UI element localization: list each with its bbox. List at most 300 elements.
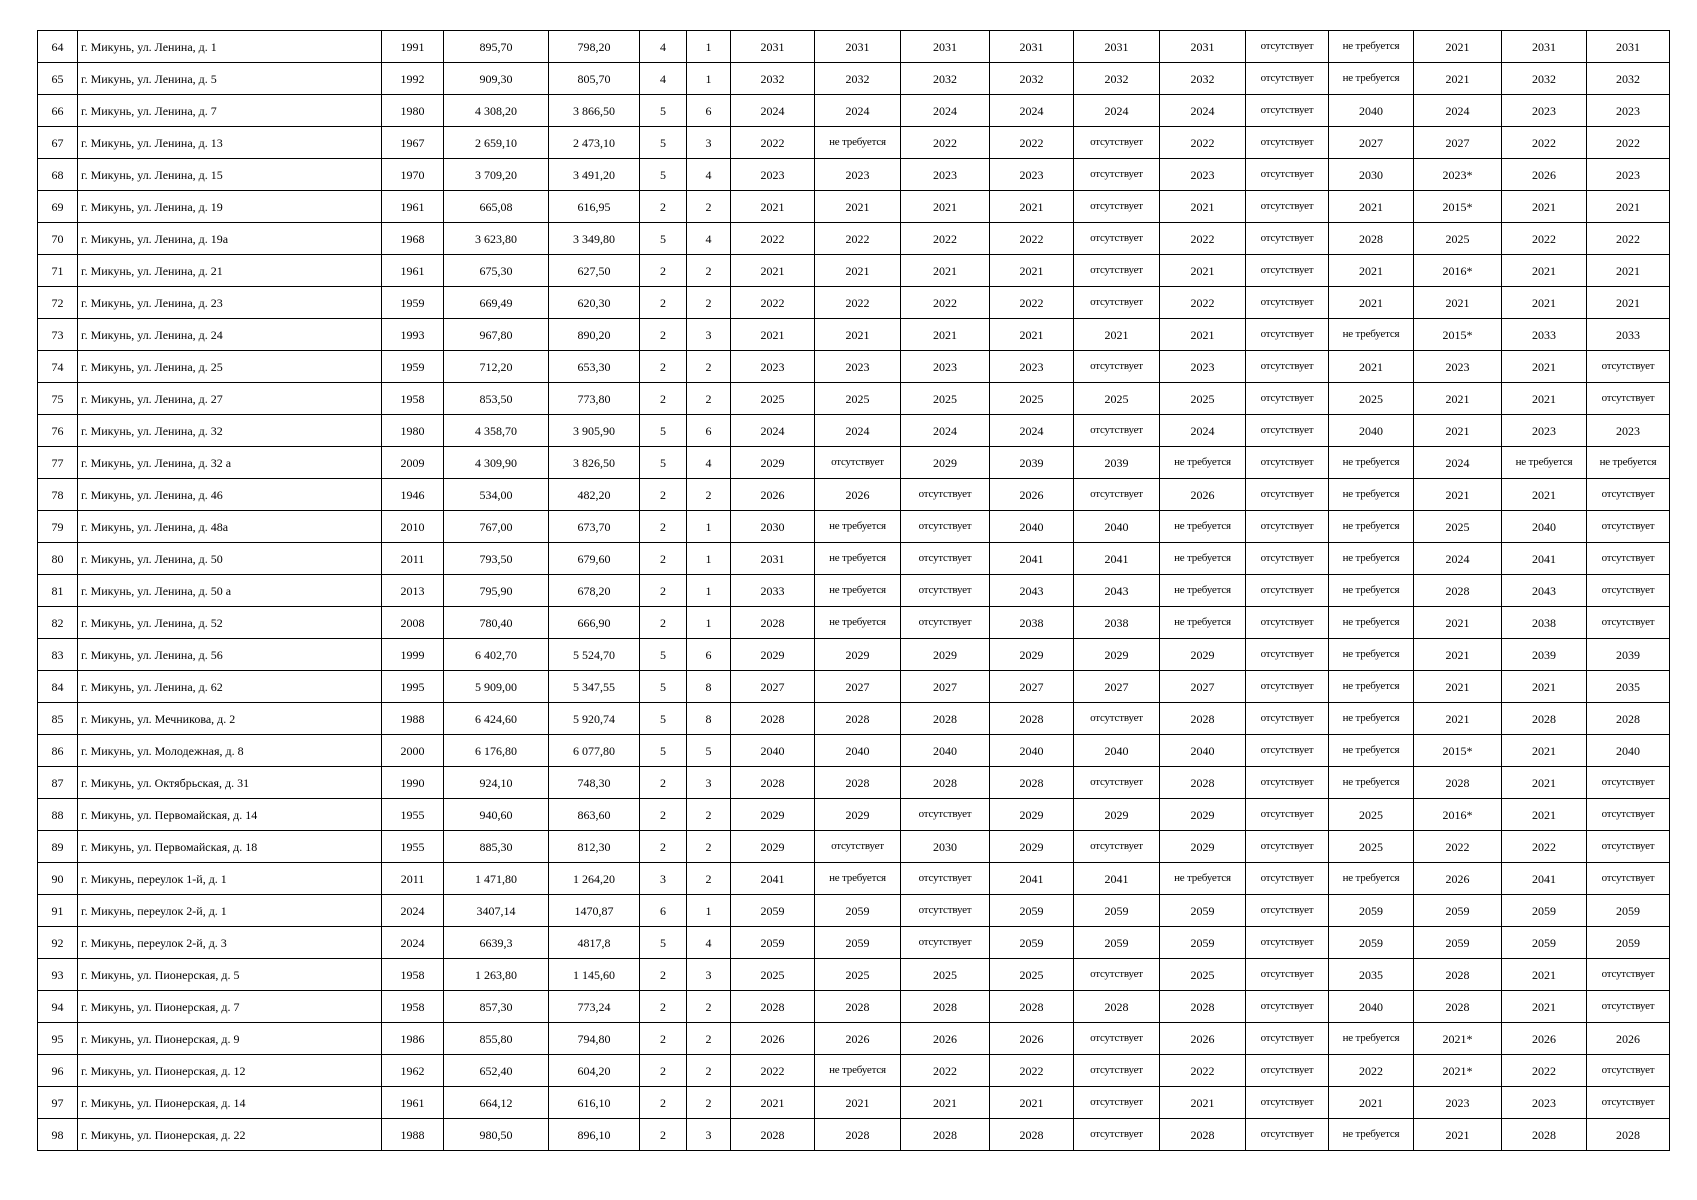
cell-row-number: 95	[38, 1023, 78, 1055]
cell-term-col-17: 2022	[1502, 127, 1587, 159]
cell-term-col-8: 2021	[731, 319, 815, 351]
cell-term-col-18: отсутствует	[1587, 479, 1670, 511]
cell-address: г. Микунь, ул. Ленина, д. 62	[78, 671, 382, 703]
cell-term-col-10: 2022	[901, 287, 990, 319]
cell-row-number: 76	[38, 415, 78, 447]
cell-address: г. Микунь, ул. Ленина, д. 1	[78, 31, 382, 63]
cell-term-col-12: отсутствует	[1074, 191, 1160, 223]
cell-entrances: 1	[687, 543, 731, 575]
cell-term-col-17: 2043	[1502, 575, 1587, 607]
cell-term-col-10: 2028	[901, 1119, 990, 1151]
cell-term-col-18: 2023	[1587, 159, 1670, 191]
cell-living-area: 748,30	[549, 767, 640, 799]
cell-address: г. Микунь, ул. Ленина, д. 56	[78, 639, 382, 671]
cell-term-col-11: 2028	[990, 703, 1074, 735]
table-row	[38, 319, 1670, 351]
cell-row-number: 97	[38, 1087, 78, 1119]
cell-term-col-8: 2059	[731, 895, 815, 927]
cell-term-col-8: 2021	[731, 1087, 815, 1119]
cell-term-col-15: 2035	[1329, 959, 1414, 991]
cell-total-area: 3407,14	[444, 895, 549, 927]
cell-living-area: 673,70	[549, 511, 640, 543]
table-row	[38, 991, 1670, 1023]
cell-term-col-10: отсутствует	[901, 799, 990, 831]
cell-term-col-17: 2021	[1502, 191, 1587, 223]
cell-year-built: 2009	[382, 447, 444, 479]
cell-term-col-18: 2031	[1587, 31, 1670, 63]
cell-term-col-12: отсутствует	[1074, 1055, 1160, 1087]
cell-term-col-13: 2024	[1160, 415, 1246, 447]
cell-address: г. Микунь, ул. Первомайская, д. 18	[78, 831, 382, 863]
cell-term-col-12: 2021	[1074, 319, 1160, 351]
cell-term-col-10: 2021	[901, 191, 990, 223]
cell-term-col-9: 2040	[815, 735, 901, 767]
cell-address: г. Микунь, ул. Пионерская, д. 7	[78, 991, 382, 1023]
cell-term-col-11: 2038	[990, 607, 1074, 639]
cell-term-col-17: 2059	[1502, 895, 1587, 927]
cell-living-area: 890,20	[549, 319, 640, 351]
cell-row-number: 87	[38, 767, 78, 799]
cell-term-col-9: 2028	[815, 703, 901, 735]
table-row	[38, 1119, 1670, 1151]
cell-term-col-18: отсутствует	[1587, 383, 1670, 415]
cell-term-col-12: отсутствует	[1074, 255, 1160, 287]
cell-row-number: 72	[38, 287, 78, 319]
cell-term-col-9: не требуется	[815, 863, 901, 895]
cell-living-area: 3 866,50	[549, 95, 640, 127]
cell-term-col-18: отсутствует	[1587, 575, 1670, 607]
cell-term-col-10: 2022	[901, 127, 990, 159]
cell-term-col-9: 2023	[815, 351, 901, 383]
cell-term-col-9: 2021	[815, 319, 901, 351]
cell-year-built: 2024	[382, 927, 444, 959]
cell-living-area: 773,24	[549, 991, 640, 1023]
cell-total-area: 6 424,60	[444, 703, 549, 735]
cell-term-col-13: 2022	[1160, 223, 1246, 255]
cell-term-col-12: 2038	[1074, 607, 1160, 639]
cell-address: г. Микунь, ул. Ленина, д. 32	[78, 415, 382, 447]
cell-term-col-11: 2022	[990, 1055, 1074, 1087]
cell-year-built: 1967	[382, 127, 444, 159]
cell-term-col-18: 2032	[1587, 63, 1670, 95]
cell-term-col-10: 2032	[901, 63, 990, 95]
cell-term-col-11: 2029	[990, 799, 1074, 831]
cell-term-col-17: 2028	[1502, 1119, 1587, 1151]
cell-floors: 2	[640, 1087, 687, 1119]
cell-term-col-12: 2040	[1074, 511, 1160, 543]
cell-term-col-8: 2023	[731, 351, 815, 383]
cell-term-col-14: отсутствует	[1246, 287, 1329, 319]
cell-row-number: 98	[38, 1119, 78, 1151]
cell-address: г. Микунь, ул. Ленина, д. 52	[78, 607, 382, 639]
cell-term-col-14: отсутствует	[1246, 255, 1329, 287]
table-row	[38, 863, 1670, 895]
cell-term-col-16: 2021	[1414, 639, 1502, 671]
cell-term-col-16: 2021	[1414, 415, 1502, 447]
cell-total-area: 909,30	[444, 63, 549, 95]
cell-term-col-16: 2015*	[1414, 319, 1502, 351]
cell-term-col-13: 2029	[1160, 799, 1246, 831]
cell-floors: 2	[640, 607, 687, 639]
cell-term-col-14: отсутствует	[1246, 863, 1329, 895]
cell-term-col-17: 2021	[1502, 383, 1587, 415]
cell-term-col-11: 2022	[990, 287, 1074, 319]
cell-row-number: 91	[38, 895, 78, 927]
cell-floors: 2	[640, 351, 687, 383]
cell-term-col-16: 2023	[1414, 1087, 1502, 1119]
cell-term-col-15: не требуется	[1329, 735, 1414, 767]
cell-term-col-11: 2041	[990, 863, 1074, 895]
cell-term-col-16: 2025	[1414, 223, 1502, 255]
cell-term-col-18: 2023	[1587, 95, 1670, 127]
cell-term-col-13: 2023	[1160, 351, 1246, 383]
cell-term-col-16: 2022	[1414, 831, 1502, 863]
cell-term-col-10: 2040	[901, 735, 990, 767]
cell-term-col-18: 2039	[1587, 639, 1670, 671]
cell-term-col-8: 2041	[731, 863, 815, 895]
cell-term-col-11: 2031	[990, 31, 1074, 63]
cell-term-col-11: 2021	[990, 319, 1074, 351]
table-row	[38, 959, 1670, 991]
cell-term-col-15: 2040	[1329, 991, 1414, 1023]
cell-total-area: 855,80	[444, 1023, 549, 1055]
cell-entrances: 2	[687, 191, 731, 223]
cell-entrances: 2	[687, 255, 731, 287]
cell-year-built: 1993	[382, 319, 444, 351]
cell-term-col-15: не требуется	[1329, 607, 1414, 639]
table-row	[38, 31, 1670, 63]
cell-term-col-9: отсутствует	[815, 447, 901, 479]
cell-term-col-15: 2025	[1329, 831, 1414, 863]
cell-total-area: 5 909,00	[444, 671, 549, 703]
cell-term-col-10: 2029	[901, 639, 990, 671]
cell-term-col-10: 2025	[901, 383, 990, 415]
cell-row-number: 84	[38, 671, 78, 703]
cell-year-built: 1959	[382, 287, 444, 319]
cell-term-col-12: 2029	[1074, 799, 1160, 831]
cell-row-number: 90	[38, 863, 78, 895]
cell-floors: 4	[640, 63, 687, 95]
cell-term-col-8: 2022	[731, 287, 815, 319]
cell-entrances: 2	[687, 287, 731, 319]
cell-term-col-14: отсутствует	[1246, 575, 1329, 607]
cell-term-col-18: 2023	[1587, 415, 1670, 447]
cell-term-col-8: 2031	[731, 31, 815, 63]
cell-total-area: 980,50	[444, 1119, 549, 1151]
cell-term-col-16: 2021	[1414, 703, 1502, 735]
housing-repair-table	[37, 30, 1670, 1151]
cell-term-col-14: отсутствует	[1246, 447, 1329, 479]
cell-term-col-14: отсутствует	[1246, 63, 1329, 95]
cell-address: г. Микунь, ул. Пионерская, д. 9	[78, 1023, 382, 1055]
cell-entrances: 1	[687, 607, 731, 639]
cell-row-number: 89	[38, 831, 78, 863]
cell-term-col-18: 2033	[1587, 319, 1670, 351]
cell-living-area: 3 905,90	[549, 415, 640, 447]
cell-term-col-11: 2028	[990, 991, 1074, 1023]
cell-term-col-8: 2024	[731, 415, 815, 447]
table-row	[38, 223, 1670, 255]
cell-term-col-18: 2021	[1587, 255, 1670, 287]
cell-total-area: 669,49	[444, 287, 549, 319]
cell-term-col-11: 2040	[990, 511, 1074, 543]
cell-year-built: 2011	[382, 543, 444, 575]
cell-term-col-8: 2032	[731, 63, 815, 95]
cell-term-col-15: не требуется	[1329, 1023, 1414, 1055]
table-row	[38, 479, 1670, 511]
cell-term-col-11: 2021	[990, 255, 1074, 287]
cell-term-col-17: 2038	[1502, 607, 1587, 639]
cell-floors: 2	[640, 287, 687, 319]
cell-term-col-13: 2029	[1160, 639, 1246, 671]
cell-living-area: 653,30	[549, 351, 640, 383]
cell-term-col-16: 2028	[1414, 575, 1502, 607]
cell-row-number: 74	[38, 351, 78, 383]
cell-term-col-15: 2059	[1329, 927, 1414, 959]
cell-term-col-13: 2028	[1160, 703, 1246, 735]
cell-year-built: 1959	[382, 351, 444, 383]
cell-term-col-17: 2023	[1502, 1087, 1587, 1119]
cell-term-col-16: 2027	[1414, 127, 1502, 159]
cell-term-col-13: 2024	[1160, 95, 1246, 127]
cell-term-col-9: 2059	[815, 895, 901, 927]
cell-row-number: 67	[38, 127, 78, 159]
cell-term-col-14: отсутствует	[1246, 1023, 1329, 1055]
cell-entrances: 8	[687, 703, 731, 735]
cell-term-col-18: 2040	[1587, 735, 1670, 767]
table-row	[38, 767, 1670, 799]
cell-year-built: 2011	[382, 863, 444, 895]
cell-year-built: 2010	[382, 511, 444, 543]
table-row	[38, 927, 1670, 959]
cell-term-col-8: 2026	[731, 479, 815, 511]
cell-term-col-9: 2025	[815, 959, 901, 991]
cell-row-number: 85	[38, 703, 78, 735]
cell-floors: 5	[640, 735, 687, 767]
cell-address: г. Микунь, ул. Ленина, д. 13	[78, 127, 382, 159]
cell-term-col-8: 2029	[731, 831, 815, 863]
cell-term-col-18: 2026	[1587, 1023, 1670, 1055]
cell-term-col-10: 2028	[901, 703, 990, 735]
cell-term-col-12: отсутствует	[1074, 703, 1160, 735]
cell-term-col-17: 2022	[1502, 223, 1587, 255]
cell-term-col-15: не требуется	[1329, 63, 1414, 95]
cell-term-col-15: не требуется	[1329, 319, 1414, 351]
cell-term-col-17: 2021	[1502, 959, 1587, 991]
cell-term-col-13: 2059	[1160, 927, 1246, 959]
cell-total-area: 857,30	[444, 991, 549, 1023]
cell-term-col-10: 2026	[901, 1023, 990, 1055]
cell-term-col-14: отсутствует	[1246, 415, 1329, 447]
cell-term-col-10: отсутствует	[901, 927, 990, 959]
cell-floors: 2	[640, 479, 687, 511]
cell-term-col-8: 2021	[731, 191, 815, 223]
cell-term-col-9: не требуется	[815, 511, 901, 543]
cell-total-area: 967,80	[444, 319, 549, 351]
cell-term-col-8: 2026	[731, 1023, 815, 1055]
cell-entrances: 5	[687, 735, 731, 767]
cell-year-built: 2000	[382, 735, 444, 767]
cell-term-col-13: 2022	[1160, 1055, 1246, 1087]
cell-term-col-14: отсутствует	[1246, 543, 1329, 575]
cell-term-col-16: 2023*	[1414, 159, 1502, 191]
cell-term-col-16: 2015*	[1414, 735, 1502, 767]
cell-term-col-12: 2029	[1074, 639, 1160, 671]
cell-entrances: 2	[687, 991, 731, 1023]
cell-term-col-15: 2021	[1329, 255, 1414, 287]
cell-entrances: 4	[687, 447, 731, 479]
table-row	[38, 63, 1670, 95]
cell-term-col-8: 2028	[731, 703, 815, 735]
cell-term-col-13: 2028	[1160, 767, 1246, 799]
cell-living-area: 666,90	[549, 607, 640, 639]
table-row	[38, 831, 1670, 863]
cell-term-col-9: 2026	[815, 479, 901, 511]
cell-term-col-13: 2026	[1160, 479, 1246, 511]
cell-term-col-14: отсутствует	[1246, 831, 1329, 863]
cell-living-area: 3 826,50	[549, 447, 640, 479]
cell-term-col-18: отсутствует	[1587, 831, 1670, 863]
cell-term-col-18: не требуется	[1587, 447, 1670, 479]
cell-term-col-16: 2021	[1414, 31, 1502, 63]
cell-year-built: 1970	[382, 159, 444, 191]
cell-term-col-16: 2059	[1414, 895, 1502, 927]
cell-term-col-18: 2021	[1587, 191, 1670, 223]
cell-term-col-11: 2040	[990, 735, 1074, 767]
cell-term-col-11: 2026	[990, 479, 1074, 511]
table-row	[38, 255, 1670, 287]
cell-term-col-11: 2032	[990, 63, 1074, 95]
cell-term-col-13: 2032	[1160, 63, 1246, 95]
cell-term-col-12: 2032	[1074, 63, 1160, 95]
cell-term-col-16: 2028	[1414, 991, 1502, 1023]
cell-term-col-14: отсутствует	[1246, 383, 1329, 415]
cell-entrances: 2	[687, 1087, 731, 1119]
cell-term-col-12: отсутствует	[1074, 1119, 1160, 1151]
cell-row-number: 86	[38, 735, 78, 767]
cell-term-col-14: отсутствует	[1246, 895, 1329, 927]
cell-term-col-17: 2022	[1502, 831, 1587, 863]
cell-living-area: 679,60	[549, 543, 640, 575]
cell-term-col-16: 2021	[1414, 479, 1502, 511]
cell-term-col-14: отсутствует	[1246, 991, 1329, 1023]
cell-floors: 2	[640, 383, 687, 415]
cell-floors: 2	[640, 959, 687, 991]
cell-term-col-16: 2059	[1414, 927, 1502, 959]
cell-term-col-13: 2022	[1160, 287, 1246, 319]
cell-term-col-16: 2024	[1414, 543, 1502, 575]
cell-term-col-16: 2021	[1414, 671, 1502, 703]
cell-term-col-10: 2031	[901, 31, 990, 63]
table-row	[38, 415, 1670, 447]
cell-term-col-16: 2024	[1414, 95, 1502, 127]
cell-term-col-17: 2021	[1502, 767, 1587, 799]
cell-term-col-14: отсутствует	[1246, 703, 1329, 735]
cell-address: г. Микунь, ул. Пионерская, д. 12	[78, 1055, 382, 1087]
cell-entrances: 2	[687, 799, 731, 831]
cell-term-col-13: 2027	[1160, 671, 1246, 703]
cell-total-area: 4 309,90	[444, 447, 549, 479]
cell-entrances: 2	[687, 351, 731, 383]
cell-term-col-18: 2059	[1587, 895, 1670, 927]
cell-term-col-16: 2026	[1414, 863, 1502, 895]
cell-total-area: 1 263,80	[444, 959, 549, 991]
cell-term-col-15: 2059	[1329, 895, 1414, 927]
cell-row-number: 83	[38, 639, 78, 671]
cell-row-number: 66	[38, 95, 78, 127]
cell-term-col-18: отсутствует	[1587, 799, 1670, 831]
cell-term-col-16: 2028	[1414, 959, 1502, 991]
table-row	[38, 799, 1670, 831]
cell-term-col-10: отсутствует	[901, 543, 990, 575]
cell-address: г. Микунь, ул. Ленина, д. 46	[78, 479, 382, 511]
cell-floors: 5	[640, 703, 687, 735]
cell-term-col-12: 2059	[1074, 895, 1160, 927]
cell-term-col-17: не требуется	[1502, 447, 1587, 479]
cell-term-col-18: отсутствует	[1587, 511, 1670, 543]
cell-term-col-17: 2023	[1502, 95, 1587, 127]
cell-term-col-9: не требуется	[815, 543, 901, 575]
cell-term-col-16: 2024	[1414, 447, 1502, 479]
cell-floors: 2	[640, 1055, 687, 1087]
cell-term-col-15: не требуется	[1329, 767, 1414, 799]
cell-address: г. Микунь, ул. Ленина, д. 25	[78, 351, 382, 383]
cell-term-col-9: 2059	[815, 927, 901, 959]
cell-term-col-10: 2025	[901, 959, 990, 991]
cell-total-area: 767,00	[444, 511, 549, 543]
cell-entrances: 8	[687, 671, 731, 703]
cell-row-number: 68	[38, 159, 78, 191]
cell-total-area: 652,40	[444, 1055, 549, 1087]
cell-term-col-17: 2021	[1502, 991, 1587, 1023]
cell-floors: 6	[640, 895, 687, 927]
cell-living-area: 6 077,80	[549, 735, 640, 767]
table-row	[38, 639, 1670, 671]
cell-term-col-8: 2025	[731, 383, 815, 415]
cell-term-col-8: 2029	[731, 639, 815, 671]
cell-term-col-10: отсутствует	[901, 479, 990, 511]
cell-floors: 5	[640, 415, 687, 447]
cell-term-col-10: 2028	[901, 991, 990, 1023]
cell-address: г. Микунь, ул. Пионерская, д. 5	[78, 959, 382, 991]
cell-term-col-15: не требуется	[1329, 639, 1414, 671]
cell-year-built: 1980	[382, 415, 444, 447]
cell-term-col-8: 2030	[731, 511, 815, 543]
cell-floors: 5	[640, 127, 687, 159]
cell-term-col-14: отсутствует	[1246, 191, 1329, 223]
cell-term-col-9: отсутствует	[815, 831, 901, 863]
cell-term-col-9: не требуется	[815, 127, 901, 159]
cell-term-col-12: отсутствует	[1074, 159, 1160, 191]
cell-entrances: 1	[687, 63, 731, 95]
cell-term-col-16: 2023	[1414, 351, 1502, 383]
cell-floors: 2	[640, 191, 687, 223]
cell-address: г. Микунь, ул. Ленина, д. 24	[78, 319, 382, 351]
cell-term-col-14: отсутствует	[1246, 31, 1329, 63]
cell-term-col-10: 2027	[901, 671, 990, 703]
cell-term-col-12: 2041	[1074, 543, 1160, 575]
cell-entrances: 3	[687, 959, 731, 991]
cell-address: г. Микунь, ул. Ленина, д. 50 а	[78, 575, 382, 607]
cell-term-col-17: 2021	[1502, 351, 1587, 383]
cell-total-area: 2 659,10	[444, 127, 549, 159]
cell-term-col-9: 2032	[815, 63, 901, 95]
cell-term-col-14: отсутствует	[1246, 1119, 1329, 1151]
cell-term-col-15: не требуется	[1329, 1119, 1414, 1151]
table-row	[38, 287, 1670, 319]
cell-living-area: 627,50	[549, 255, 640, 287]
cell-address: г. Микунь, ул. Мечникова, д. 2	[78, 703, 382, 735]
